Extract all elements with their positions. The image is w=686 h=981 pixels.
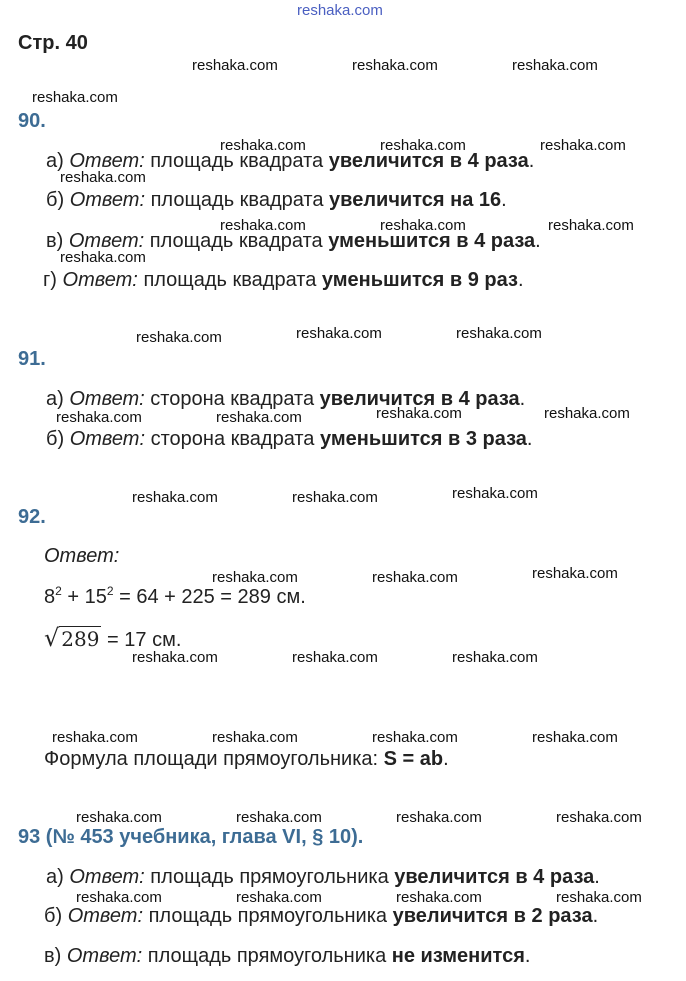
answer-text: сторона квадрата [150,388,315,410]
answer-word: Ответ: [69,866,145,888]
task-91-number: 91. [18,348,46,370]
formula-text: Формула площади прямоугольника: [44,748,379,770]
answer-end: . [519,388,526,410]
answer-bold: уменьшится в 3 раза [320,428,527,450]
watermark: reshaka.com [452,485,538,502]
watermark: reshaka.com [212,569,298,586]
answer-word: Ответ: [68,230,145,252]
watermark: reshaka.com [512,57,598,74]
task-93-answer-a [46,866,600,889]
answer-text: площадь квадрата [143,269,317,291]
watermark: reshaka.com [60,249,146,266]
page-number: Стр. 40 [18,32,88,54]
eq-exponent: 2 [106,584,114,598]
eq-exponent: 2 [55,584,62,598]
watermark: reshaka.com [296,325,382,342]
task-93-answer-b [44,905,598,928]
answer-word: Ответ: [62,269,138,291]
answer-letter: г) [43,269,57,291]
watermark: reshaka.com [56,409,142,426]
watermark: reshaka.com [372,569,458,586]
watermark: reshaka.com [456,325,542,342]
formula-end: . [443,748,449,770]
task-90-answer-v [46,230,541,253]
watermark: reshaka.com [220,137,306,154]
answer-letter: в) [46,230,64,252]
watermark: reshaka.com [548,217,634,234]
task-90-answer-b [46,189,507,212]
task-93-answer-v [44,945,530,968]
eq-term: + 15 [67,586,107,608]
task-90-answer-g [43,269,524,292]
sqrt-icon: √ [44,624,60,652]
task-92-equation-1 [44,586,306,609]
answer-letter: б) [44,905,63,927]
answer-letter: а) [46,150,64,172]
watermark: reshaka.com [192,57,278,74]
answer-word: Ответ: [67,905,144,927]
answer-bold: увеличится в 4 раза [328,150,529,172]
watermark: reshaka.com [380,217,466,234]
answer-word: Ответ: [69,388,145,410]
watermark: reshaka.com [452,649,538,666]
watermark: reshaka.com [544,405,630,422]
task-90-answer-a [46,150,534,173]
watermark: reshaka.com [376,405,462,422]
answer-end: . [594,866,600,888]
answer-word: Ответ: [44,545,120,567]
answer-bold: не изменится [391,945,525,967]
watermark: reshaka.com [52,729,138,746]
answer-word: Ответ: [69,150,145,172]
answer-letter: а) [46,388,64,410]
answer-text: сторона квадрата [150,428,315,450]
answer-bold: уменьшится в 9 раз [321,269,518,291]
answer-word: Ответ: [66,945,143,967]
watermark: reshaka.com [532,565,618,582]
task-92-formula [44,748,449,771]
watermark: reshaka.com [540,137,626,154]
answer-text: площадь прямоугольника [150,866,389,888]
task-91-answer-b [46,428,532,451]
watermark: reshaka.com [60,169,146,186]
answer-end: . [501,189,507,211]
answer-bold: уменьшится в 4 раза [328,230,536,252]
watermark: reshaka.com [76,889,162,906]
watermark: reshaka.com [76,809,162,826]
watermark-header: reshaka.com [297,2,383,19]
watermark: reshaka.com [220,217,306,234]
answer-text: площадь прямоугольника [147,945,387,967]
watermark: reshaka.com [372,729,458,746]
eq-rest: = 17 см. [107,629,182,651]
answer-text: площадь квадрата [150,150,324,172]
answer-letter: б) [46,428,65,450]
watermark: reshaka.com [292,649,378,666]
watermark: reshaka.com [32,89,118,106]
answer-letter: б) [46,189,65,211]
watermark: reshaka.com [556,809,642,826]
answer-end: . [592,905,599,927]
task-92-number: 92. [18,506,46,528]
answer-word: Ответ: [69,428,146,450]
watermark: reshaka.com [132,649,218,666]
answer-letter: в) [44,945,62,967]
watermark: reshaka.com [396,889,482,906]
task-93-number: 93 (№ 453 учебника, глава VI, § 10). [18,826,364,848]
watermark: reshaka.com [292,489,378,506]
sqrt-radicand: 289 [61,627,100,651]
task-92-equation-2 [44,624,181,652]
watermark: reshaka.com [236,809,322,826]
watermark: reshaka.com [396,809,482,826]
answer-bold: увеличится в 2 раза [392,905,593,927]
task-92-answer-label [44,545,119,568]
eq-rest: = 64 + 225 = 289 см. [119,586,306,608]
answer-bold: увеличится в 4 раза [319,388,520,410]
task-90-number: 90. [18,110,46,132]
watermark: reshaka.com [132,489,218,506]
task-91-answer-a [46,388,525,411]
answer-bold: увеличится на 16 [329,189,502,211]
watermark: reshaka.com [556,889,642,906]
watermark: reshaka.com [212,729,298,746]
answer-text: площадь прямоугольника [148,905,388,927]
watermark: reshaka.com [532,729,618,746]
answer-end: . [526,428,533,450]
answer-text: площадь квадрата [149,230,323,252]
answer-word: Ответ: [69,189,146,211]
answer-end: . [535,230,541,252]
watermark: reshaka.com [236,889,322,906]
answer-end: . [517,269,524,291]
watermark: reshaka.com [216,409,302,426]
watermark: reshaka.com [136,329,222,346]
watermark: reshaka.com [352,57,438,74]
watermark: reshaka.com [380,137,466,154]
answer-letter: а) [46,866,64,888]
answer-text: площадь квадрата [150,189,324,211]
answer-end: . [528,150,535,172]
eq-term: 8 [44,586,56,608]
formula-bold: S = ab [383,748,444,770]
answer-bold: увеличится в 4 раза [394,866,595,888]
answer-end: . [524,945,531,967]
